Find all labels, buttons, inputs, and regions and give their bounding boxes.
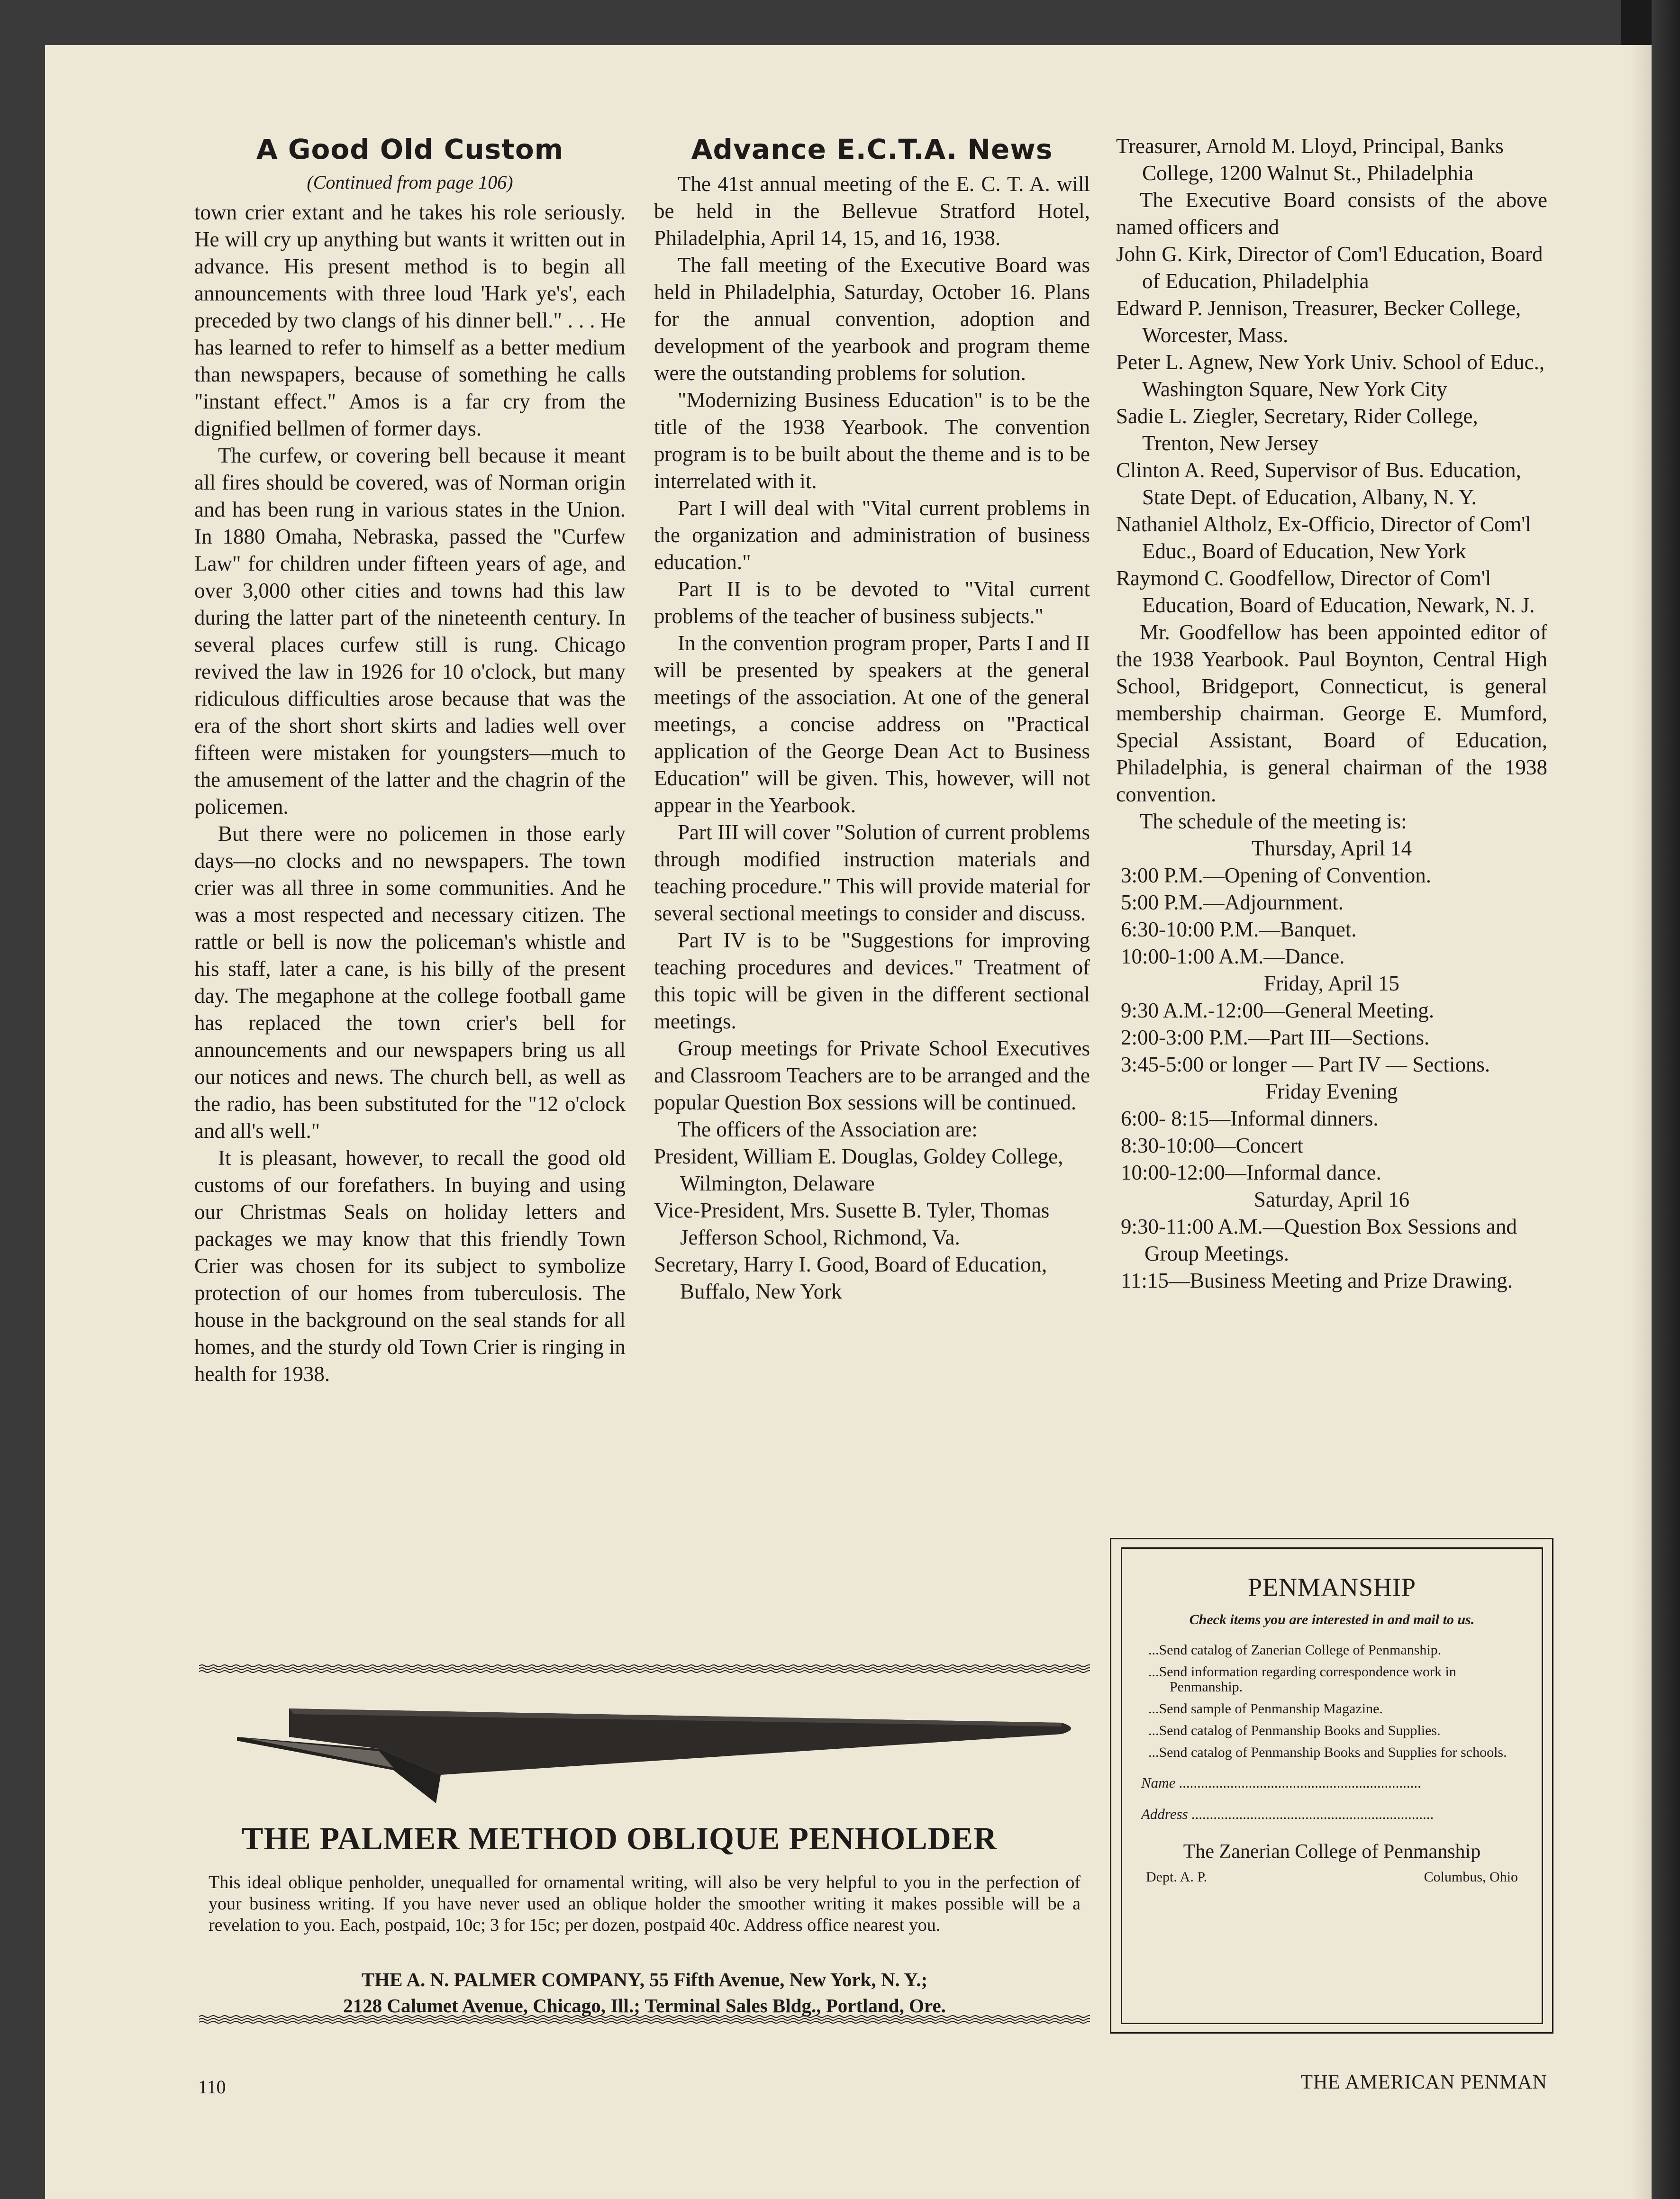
coupon-footer <box>1146 1869 1518 1885</box>
ad-company-line: 2128 Calumet Avenue, Chicago, Ill.; Terminal Sales Bldg., Portland, Ore. <box>343 1995 946 2017</box>
name-label: Name <box>1141 1774 1176 1791</box>
schedule-item: 11:15—Business Meeting and Prize Drawing. <box>1121 1269 1513 1292</box>
coupon-item[interactable]: ...Send catalog of Penmanship Books and Supplies for schools. <box>1148 1745 1507 1760</box>
coupon-title: PENMANSHIP <box>1247 1573 1417 1601</box>
article-ecta-news-continued <box>1116 133 1547 1294</box>
address-field[interactable]: Address .................................................................. <box>1141 1806 1434 1822</box>
article-title: Advance E.C.T.A. News <box>691 133 1053 165</box>
schedule-item: 10:00-12:00—Informal dance. <box>1121 1161 1381 1184</box>
paragraph: town crier extant and he takes his role seriously. He will cry up anything but wants it written out in advance. His present method is to begin all announcements with three loud 'Hark ye's', each preceded by two clangs of his dinner bell." . . . He has learned to refer to himself as a better medium than newspapers, because of something he calls "instant effect." Amos is a far cry from the dignified bellmen of former days. <box>194 200 626 440</box>
paragraph: The curfew, or covering bell because it meant all fires should be covered, was of Norman origin and has been rung in various states in the Union. In 1880 Omaha, Nebraska, passed the "Curfew Law" for children under fifteen years of age, and over 3,000 other cities and towns had this law during the latter part of the nineteenth century. In several places curfew still is rung. Chicago revived the law in 1926 for 10 o'clock, but many ridiculous difficulties arose because that was the era of the short short skirts and ladies well over fifteen were mistaken for youngsters—much to the amusement of the latter and the chagrin of the policemen. <box>194 444 626 818</box>
paragraph: Mr. Goodfellow has been appointed editor of the 1938 Yearbook. Paul Boynton, Central High School, Bridgeport, Connecticut, is general membership chairman. George E. Mumford, Special Assistant, Board of Education, Philadelphia, is general chairman of the 1938 convention. <box>1116 620 1547 806</box>
paragraph: The Executive Board consists of the above named officers and <box>1116 188 1547 239</box>
paragraph: Group meetings for Private School Executives and Classroom Teachers are to be arranged and the popular Question Box sessions will be continued. <box>654 1036 1090 1114</box>
paragraph: The officers of the Association are: <box>678 1118 978 1141</box>
paragraph: The schedule of the meeting is: <box>1140 809 1407 833</box>
schedule-item: 3:45-5:00 or longer — Part IV — Sections. <box>1121 1053 1490 1076</box>
coupon-dept: Dept. A. P. <box>1146 1869 1208 1885</box>
schedule-day: Saturday, April 16 <box>1253 1188 1410 1211</box>
board-entry: Peter L. Agnew, New York Univ. School of Educ., Washington Square, New York City <box>1116 350 1545 401</box>
paragraph: Part II is to be devoted to "Vital current problems of the teacher of business subjects." <box>654 577 1090 628</box>
paragraph: But there were no policemen in those early days—no clocks and no newspapers. The town crier was all three in some communities. And he was a most respected and necessary citizen. The rattle or bell is now the policeman's whistle and his staff, later a cane, is his billy of the present day. The megaphone at the college football game has replaced the town crier's bell for announcements and our newspapers bring us all our notices and news. The church bell, as well as the radio, has been substituted for the "12 o'clock and all's well." <box>194 822 626 1143</box>
schedule-item: 8:30-10:00—Concert <box>1121 1134 1303 1157</box>
paragraph: In the convention program proper, Parts I and II will be presented by speakers at the general meetings of the association. At one of the general meetings, a concise address on "Practical application of the George Dean Act to Business Education" will be given. This, however, will not appear in the Yearbook. <box>654 631 1090 817</box>
ad-body: This ideal oblique penholder, unequalled for ornamental writing, will also be very helpful to you in the perfection of your business writing. If you have never used an oblique holder the smoother writing it makes possible will be a revelation to you. Each, postpaid, 10c; 3 for 15c; per dozen, postpaid 40c. Address office nearest you. <box>209 1872 1081 1935</box>
paragraph: The fall meeting of the Executive Board was held in Philadelphia, Saturday, October 16. Plans for the annual convention, adoption and development of the yearbook and program theme were the outstanding problems for solution. <box>654 253 1090 385</box>
coupon-subtitle: Check items you are interested in and mail to us. <box>1189 1612 1475 1627</box>
schedule-day: Friday, April 15 <box>1264 972 1399 995</box>
paragraph: Part III will cover "Solution of current problems through modified instruction materials and teaching procedure." This will provide material for several sectional meetings to consider and discuss. <box>654 820 1090 925</box>
schedule-item: 6:00- 8:15—Informal dinners. <box>1121 1107 1379 1130</box>
article-ecta-news <box>654 133 1090 1305</box>
paragraph: "Modernizing Business Education" is to be the title of the 1938 Yearbook. The convention program is to be built about the theme and is to be interrelated with it. <box>654 388 1090 493</box>
ad-company-line: THE A. N. PALMER COMPANY, 55 Fifth Avenue, New York, N. Y.; <box>361 1969 928 1990</box>
wavy-rule-top <box>199 1663 1090 1674</box>
paragraph: It is pleasant, however, to recall the good old customs of our forefathers. In buying and using our Christmas Seals on holiday letters and packages we may know that this friendly Town Crier was chosen for its subject to symbolize protection of our homes from tuberculosis. The house in the background on the seal stands for all homes, and the sturdy old Town Crier is ringing in health for 1938. <box>194 1146 626 1386</box>
coupon-city: Columbus, Ohio <box>1424 1869 1518 1885</box>
officer-entry: President, William E. Douglas, Goldey College, Wilmington, Delaware <box>654 1145 1063 1195</box>
ad-company <box>209 1967 1081 2019</box>
page-edge-shadow <box>1630 45 1652 2199</box>
paragraph: Part I will deal with "Vital current problems in the organization and administration of business education." <box>654 496 1090 574</box>
coupon-college: The Zanerian College of Penmanship <box>1183 1841 1481 1863</box>
schedule-item: 9:30-11:00 A.M.—Question Box Sessions and Group Meetings. <box>1121 1215 1517 1265</box>
ad-title: THE PALMER METHOD OBLIQUE PENHOLDER <box>242 1820 998 1856</box>
board-entry: Raymond C. Goodfellow, Director of Com'l Education, Board of Education, Newark, N. J. <box>1116 566 1535 617</box>
paragraph: The 41st annual meeting of the E. C. T. A. will be held in the Bellevue Stratford Hotel, Philadelphia, April 14, 15, and 16, 1938. <box>654 172 1090 250</box>
article-title: A Good Old Custom <box>256 133 564 165</box>
schedule-item: 3:00 P.M.—Opening of Convention. <box>1121 863 1432 887</box>
coupon-item[interactable]: ...Send catalog of Zanerian College of Penmanship. <box>1148 1642 1442 1658</box>
name-field[interactable]: Name .................................................................. <box>1141 1774 1422 1791</box>
schedule-item: 5:00 P.M.—Adjournment. <box>1121 891 1344 914</box>
schedule-item: 2:00-3:00 P.M.—Part III—Sections. <box>1121 1026 1430 1049</box>
article-subtitle: (Continued from page 106) <box>307 172 513 193</box>
coupon-item[interactable]: ...Send sample of Penmanship Magazine. <box>1148 1701 1383 1717</box>
paragraph: Part IV is to be "Suggestions for improving teaching procedures and devices." Treatment of this topic will be given in the different sectional meetings. <box>654 928 1090 1033</box>
binding-strip <box>1652 0 1680 2199</box>
oblique-penholder-illustration <box>237 1685 1081 1808</box>
board-entry: Edward P. Jennison, Treasurer, Becker College, Worcester, Mass. <box>1116 296 1521 347</box>
officer-entry: Secretary, Harry I. Good, Board of Education, Buffalo, New York <box>654 1253 1047 1303</box>
officer-entry: Treasurer, Arnold M. Lloyd, Principal, Banks College, 1200 Walnut St., Philadelphia <box>1116 134 1504 185</box>
board-entry: Clinton A. Reed, Supervisor of Bus. Education, State Dept. of Education, Albany, N. Y. <box>1116 458 1521 509</box>
address-label: Address <box>1141 1806 1188 1822</box>
coupon-item[interactable]: ...Send information regarding correspondence work in Penmanship. <box>1148 1664 1456 1695</box>
page-number: 110 <box>198 2076 226 2098</box>
schedule-item: 6:30-10:00 P.M.—Banquet. <box>1121 918 1357 941</box>
board-entry: John G. Kirk, Director of Com'l Education, Board of Education, Philadelphia <box>1116 242 1543 293</box>
officer-entry: Vice-President, Mrs. Susette B. Tyler, Thomas Jefferson School, Richmond, Va. <box>654 1199 1050 1249</box>
schedule-day: Thursday, April 14 <box>1251 836 1412 860</box>
schedule-item: 9:30 A.M.-12:00—General Meeting. <box>1121 999 1435 1022</box>
article-good-old-custom <box>194 133 626 1388</box>
penmanship-coupon <box>1121 1547 1543 2024</box>
coupon-item[interactable]: ...Send catalog of Penmanship Books and Supplies. <box>1148 1723 1441 1738</box>
schedule-day: Friday Evening <box>1265 1080 1398 1103</box>
board-entry: Nathaniel Altholz, Ex-Officio, Director of Com'l Educ., Board of Education, New York <box>1116 512 1531 563</box>
board-entry: Sadie L. Ziegler, Secretary, Rider College, Trenton, New Jersey <box>1116 404 1478 455</box>
schedule-item: 10:00-1:00 A.M.—Dance. <box>1121 945 1345 968</box>
magazine-name: THE AMERICAN PENMAN <box>1300 2072 1547 2093</box>
